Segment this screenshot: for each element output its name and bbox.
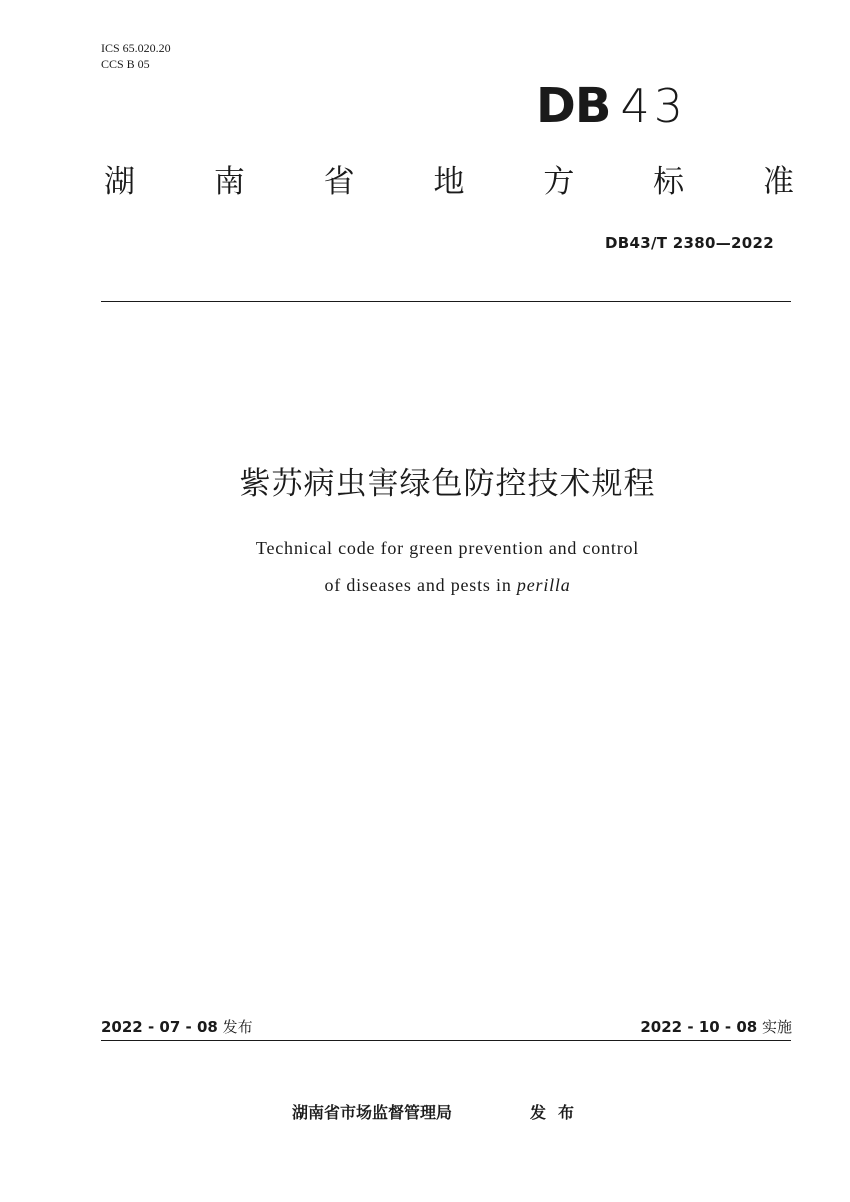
heading-char: 南 — [213, 164, 245, 200]
db-logo-number: 43 — [620, 79, 687, 133]
heading-char: 标 — [653, 164, 685, 200]
heading-char: 方 — [543, 164, 575, 200]
heading-char: 省 — [323, 164, 355, 200]
effective-date — [640, 1016, 792, 1037]
document-title-en-line2 — [0, 575, 850, 596]
issue-date — [101, 1016, 253, 1037]
title-en-italic: perilla — [516, 575, 571, 595]
bottom-divider — [101, 1040, 791, 1041]
title-en-prefix: of diseases and pests in — [324, 575, 517, 595]
top-divider — [101, 301, 791, 302]
document-title-cn: 紫苏病虫害绿色防控技术规程 — [239, 466, 656, 502]
classification-codes — [101, 40, 171, 72]
publisher-name: 湖南省市场监督管理局 — [292, 1103, 453, 1122]
heading-char: 准 — [762, 164, 794, 200]
issue-date-label: 发布 — [222, 1018, 253, 1036]
heading-char: 湖 — [104, 164, 135, 200]
document-title-en-line1: Technical code for green prevention and control — [255, 538, 640, 558]
standard-code: DB43/T 2380—2022 — [605, 234, 774, 252]
db-logo-letters: DB — [536, 78, 611, 134]
db-logo — [536, 78, 687, 134]
effective-date-label: 实施 — [761, 1018, 792, 1036]
ccs-code: CCS B 05 — [101, 57, 150, 71]
heading-char: 地 — [433, 164, 465, 200]
standard-type-heading — [104, 162, 794, 202]
issue-date-value: 2022 - 07 - 08 — [101, 1018, 218, 1036]
publisher-action: 发布 — [530, 1103, 587, 1122]
effective-date-value: 2022 - 10 - 08 — [640, 1018, 758, 1036]
ics-code: ICS 65.020.20 — [101, 41, 171, 55]
